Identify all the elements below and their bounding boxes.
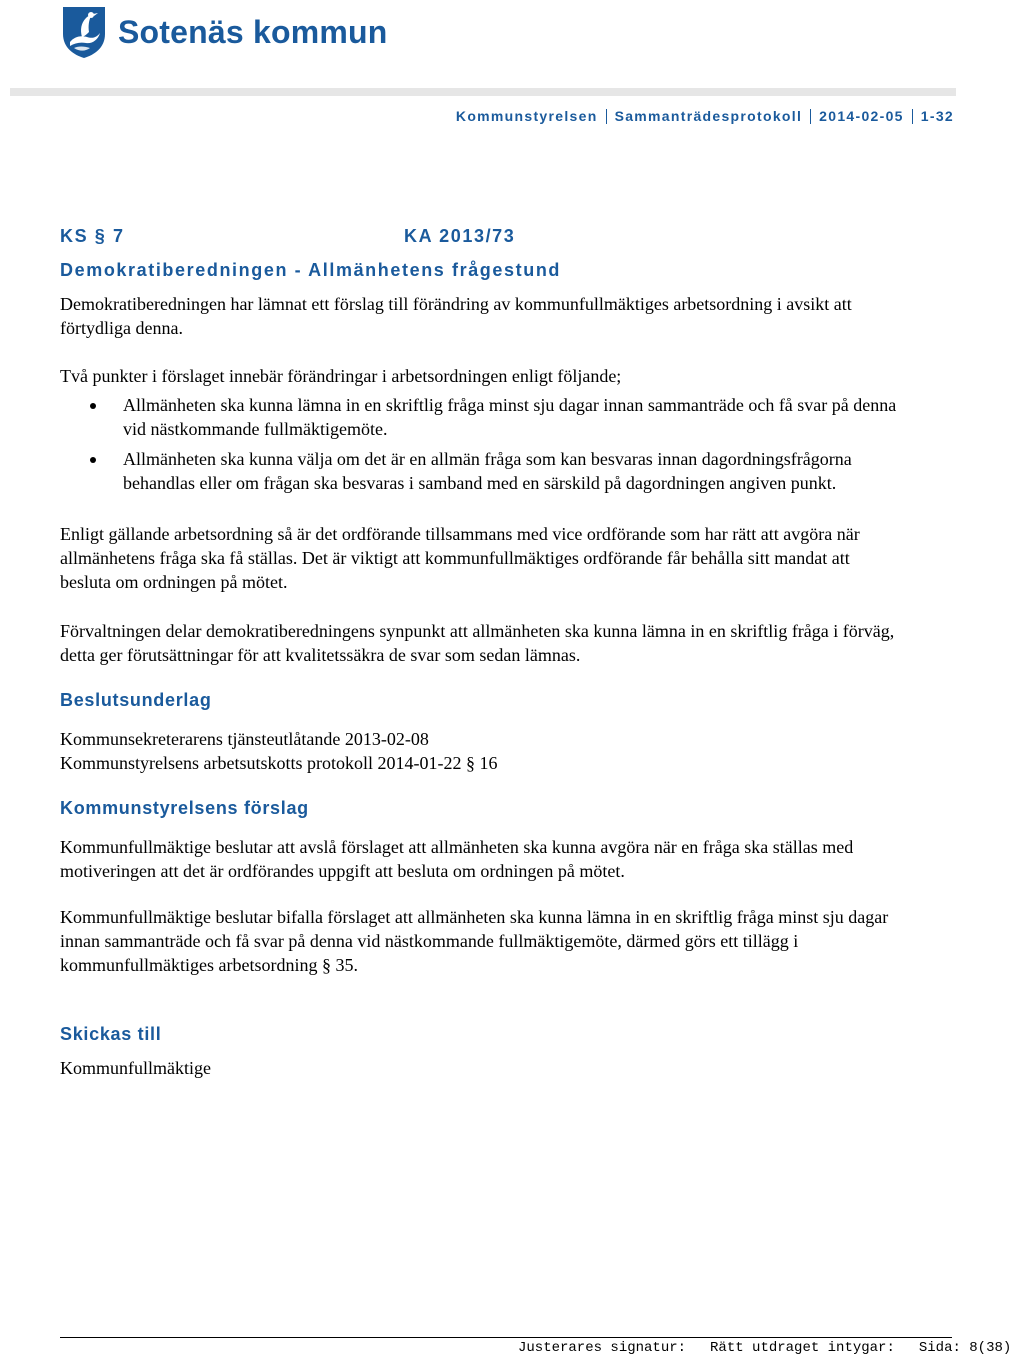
header-date: 2014-02-05 [819,108,904,124]
footer [518,1340,1011,1356]
ks-number: KS § 7 [60,225,125,246]
bullet-icon [90,457,96,463]
header-committee: Kommunstyrelsen [455,108,598,124]
bullet-icon [90,403,96,409]
proposal-paragraph: Kommunfullmäktige beslutar bifalla förslaget att allmänheten ska kunna lämna in en skriftlig fråga minst sju dagar innan sammanträde och få svar på denna vid nästkommande fullmäktigemöte, därmed görs ett tillägg i kommunfullmäktiges arbetsordning § 35. [60,907,889,975]
section-heading-skickas: Skickas till [60,1024,162,1044]
paragraph: Enligt gällande arbetsordning så är det ordförande tillsammans med vice ordförande som har rätt att avgöra när allmänhetens fråga ska få ställas. Det är viktigt att kommunfullmäktiges ordförande får behålla sitt mandat att besluta om ordningen på mötet. [60,524,860,592]
section-heading-forslag: Kommunstyrelsens förslag [60,798,309,818]
proposal-paragraph: Kommunfullmäktige beslutar att avslå förslaget att allmänheten ska kunna avgöra när en fråga ska ställas med motiveringen att det är ordförandes uppgift att besluta om ordningen på mötet. [60,837,854,881]
document-header [456,108,954,124]
reference-line: Kommunstyrelsens arbetsutskotts protokoll 2014-01-22 § 16 [60,753,498,773]
header-separator [606,109,607,124]
footer-utdrag-label: Rätt utdraget intygar: [710,1340,895,1356]
footer-justerare-label: Justerares signatur: [518,1340,687,1356]
header-section-range: 1-32 [920,108,954,124]
paragraph: Förvaltningen delar demokratiberedningens synpunkt att allmänheten ska kunna lämna in en skriftlig fråga i förväg, detta ger förutsättningar för att kvalitetssäkra de svar som sedan lämnas. [60,621,895,665]
recipient: Kommunfullmäktige [60,1058,211,1078]
logo [60,4,388,60]
list-item [60,393,900,441]
intro-paragraph: Demokratiberedningen har lämnat ett förslag till förändring av kommunfullmäktiges arbetsordning i avsikt att förtydliga denna. [60,294,852,338]
section-heading-beslutsunderlag: Beslutsunderlag [60,690,212,710]
bullet-text: Allmänheten ska kunna välja om det är en allmän fråga som kan besvaras innan dagordningsfrågorna behandlas eller om frågan ska besvaras i samband med en särskild på dagordningen angiven punkt. [123,449,852,493]
header-separator [912,109,913,124]
lead-paragraph: Två punkter i förslaget innebär förändringar i arbetsordningen enligt följande; [60,366,622,386]
document-body [60,224,900,1080]
case-reference [60,224,900,248]
bullet-list [60,393,900,495]
seal-shield-icon [60,4,108,60]
item-title: Demokratiberedningen - Allmänhetens frågestund [60,260,562,280]
footer-page-number: Sida: 8(38) [918,1340,1011,1356]
list-item [60,447,900,495]
header-divider [10,88,956,96]
footer-divider [60,1337,952,1338]
bullet-text: Allmänheten ska kunna lämna in en skriftlig fråga minst sju dagar innan sammanträde och få svar på denna vid nästkommande fullmäktigemöte. [123,395,897,439]
reference-line: Kommunsekreterarens tjänsteutlåtande 2013-02-08 [60,729,429,749]
logo-text: Sotenäs kommun [118,13,388,50]
header-doc-type: Sammanträdesprotokoll [614,108,803,124]
ka-number: KA 2013/73 [404,225,516,246]
header-separator [810,109,811,124]
